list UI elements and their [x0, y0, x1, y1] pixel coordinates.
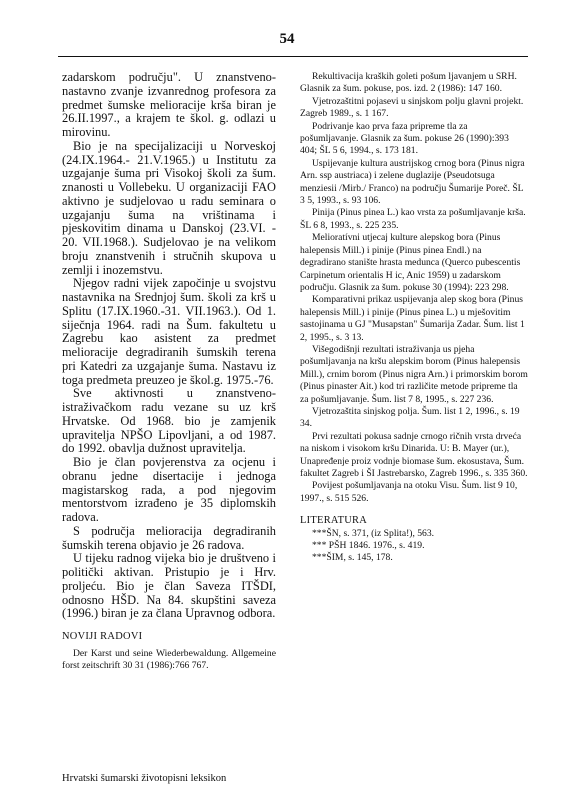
header-rule	[58, 56, 528, 57]
biography-paragraph: Njegov radni vijek započinje u svojstvu nastavnika na Srednjoj šum. školi za krš u Splitu (17.IX.1960.-31. VII.1963.). Od 1. siječnja 1964. radi na Šum. fakultetu u Zagrebu kao asistent za predmet melioracije degradiranih šumskih terena pri Katedri za uzgajanje šuma. Nastavu iz toga predmeta preuzeo je škol.g. 1975.-76.	[62, 276, 276, 387]
bibliography-entry: Rekultivacija kraških goleti pošum ljavanjem u SRH. Glasnik za šum. pokuse, pos. izd. 2 (1986): 147 160.	[300, 71, 517, 95]
left-column	[62, 71, 276, 673]
bibliography-entry: Vjetrozaštita sinjskog polja. Šum. list 1 2, 1996., s. 19 34.	[300, 405, 520, 430]
bibliography-entry: Prvi rezultati pokusa sadnje crnogo ričnih vrsta drveća na niskom i visokom kršu Dinarida. U: B. Mayer (ur.), Unapređenje proiz vodnje biomase šum. ekosustava, Šum. fakultet Zagreb i ŠI Jastrebarsko, Zagreb 1996., s. 335 360.	[300, 430, 528, 479]
page-number: 54	[279, 31, 295, 47]
bibliography-entry: Vjetrozaštitni pojasevi u sinjskom polju glavni projekt. Zagreb 1989., s. 1 167.	[300, 95, 524, 120]
biography-paragraph: Sve aktivnosti u znanstveno-istraživačkom radu vezane su uz krš Hrvatske. Od 1968. bio je zamjenik upravitelja NPŠO Lipovljani, a od 1987. do 1992. obavlja dužnost upravitelja.	[62, 386, 276, 456]
literatura-heading: LITERATURA	[300, 515, 368, 527]
biography-paragraph: S područja melioracija degradiranih šumskih terena objavio je 26 radova.	[62, 523, 276, 552]
bibliography-entry: Uspijevanje kultura austrijskog crnog bora (Pinus nigra Arn. ssp austriaca) i zelene duglazije (Pseudotsuga menziesii /Mirb./ Franco) na području Šumarije Poreč. ŠL 3 5, 1993., s. 93 106.	[300, 157, 525, 207]
bibliography-entry: Podrivanje kao prva faza pripreme tla za pošumljavanje. Glasnik za šum. pokuse 26 (1990):393 404; ŠL 5 6, 1994., s. 173 181.	[300, 120, 509, 157]
bibliography-entry: Melioratívni utjecaj kulture alepskog bora (Pinus halepensis Mill.) i pinije (Pinus pinea Endl.) na degradirano stanište hrasta medunca (Querco pubescentis Carpinetum orientalis H ic, Anic 1959) u zadarskom području. Glasnik za šum. pokuse 30 (1994): 223 298.	[300, 232, 521, 293]
bibliography-entry: Povijest pošumljavanja na otoku Visu. Šum. list 9 10, 1997., s. 515 526.	[300, 480, 518, 504]
bibliography-entry: Višegodišnji rezultati istraživanja us pjeha pošumljavanja na kršu alepskim borom (Pinus halepensis Mill.), crnim borom (Pinus nigra Arn.) i primorskim borom (Pinus pinaster Ait.) kod tri različite metode pripreme tla za pošumljavanje. Šum. list 7 8, 1995., s. 227 236.	[300, 343, 528, 405]
literatura-item: ***ŠN, s. 371, (iz Splita!), 563.	[312, 527, 435, 539]
literatura-item: ***ŠIM, s. 145, 178.	[312, 552, 393, 564]
biography-paragraph: Bio je na specijalizaciji u Norveskoj (24.IX.1964.- 21.V.1965.) u Institutu za uzgajanje šuma pri Visokoj školi za šum. znanosti u Vollebeku. U organizaciji FAO aktivno je sudjelovao u radu seminara o uzgajanju šuma na vrištinama i pjeskovitim dinama u Danskoj (23.VI. - 20. VII.1968.). Sudjelovao je na velikom broju znanstvenih i stručnih skupova u zemlji i inozemstvu.	[62, 138, 276, 277]
right-column	[300, 71, 528, 565]
literatura-item: *** PŠH 1846. 1976., s. 419.	[312, 540, 425, 552]
biography-paragraph: Bio je član povjerenstva za ocjenu i obranu jedne disertacije i jednoga magistarskog rada, a pod njegovim mentorstvom izrađeno je 35 diplomskih radova.	[62, 455, 276, 524]
biography-paragraph: zadarskom području". U znanstveno-nastavno zvanje izvanrednog profesora za predmet šumske melioracije krša biran je 26.II.1997., a krajem te škol. g. odlazi u mirovinu.	[62, 70, 276, 139]
biography-paragraph: U tijeku radnog vijeka bio je društveno i politički aktivan. Pristupio je i Hrv. proljeću. Bio je član Saveza ITŠDI, odnosno HŠD. Na 84. skupštini saveza (1996.) biran je za člana Upravnog odbora.	[62, 551, 276, 621]
page-footer: Hrvatski šumarski životopisni leksikon	[62, 773, 227, 784]
bibliography-entry: Der Karst und seine Wiederbewaldung. Allgemeine forst zeitschrift 30 31 (1986):766 767.	[62, 647, 276, 672]
novi-radovi-heading: NOVIJI RADOVI	[62, 631, 143, 642]
bibliography-entry: Pinija (Pinus pinea L.) kao vrsta za pošumljavanje krša. ŠL 6 8, 1993., s. 225 235.	[300, 207, 526, 231]
bibliography-entry: Komparativni prikaz uspijevanja alep skog bora (Pinus halepensis Mill.) i pinije (Pinus pinea L.) u mješovitim sastojinama u GJ "Musapstan" Šumarija Zadar. Šum. list 1 2, 1995., s. 3 13.	[300, 294, 525, 343]
